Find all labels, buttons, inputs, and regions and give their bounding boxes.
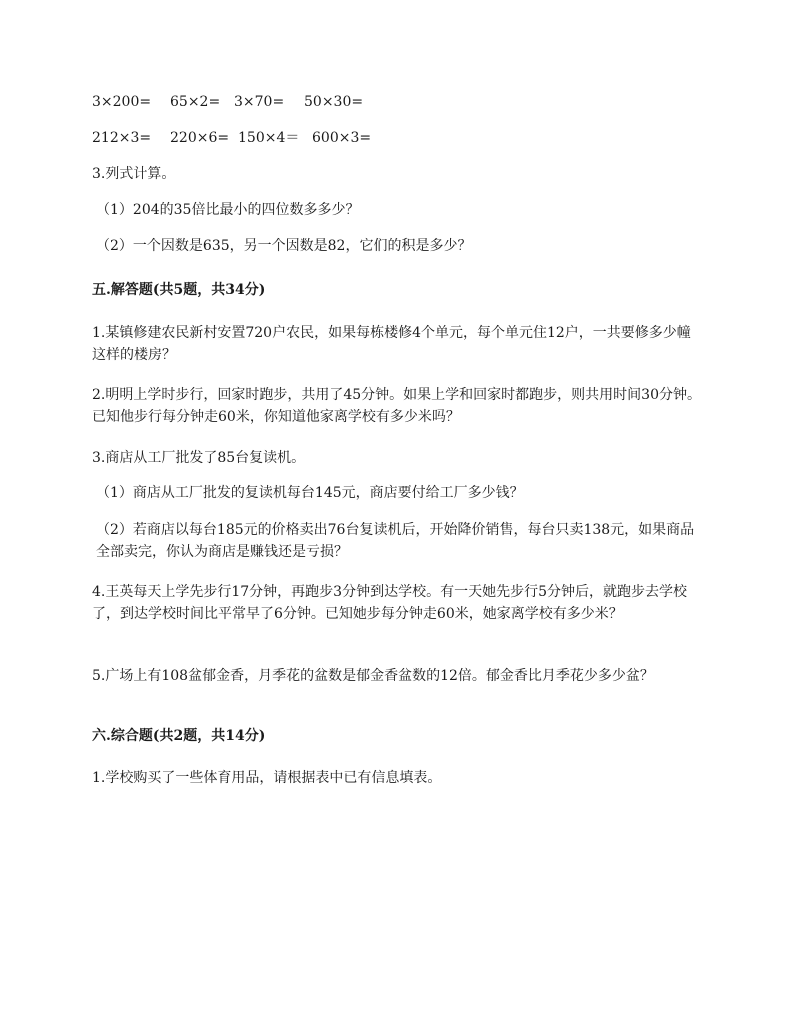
calc-item: 3×70=	[234, 94, 285, 110]
question-text: 1.学校购买了一些体育用品，请根据表中已有信息填表。	[92, 770, 442, 786]
question-text: 2.明明上学时步行，回家时跑步，共用了45分钟。如果上学和回家时都跑步，则共用时间30分钟。已知他步行每分钟走60米，你知道他家离学校有多少米吗？	[92, 387, 701, 425]
calc-row-1	[92, 90, 712, 114]
section-heading: 五.解答题(共5题，共34分)	[92, 282, 266, 298]
question-text: 1.某镇修建农民新村安置720户农民，如果每栋楼修4个单元，每个单元住12户，一共要修多少幢这样的楼房？	[92, 325, 691, 363]
sub-question: （2）若商店以每台185元的价格卖出76台复读机后，开始降价销售，每台只卖138元，如果商品全部卖完，你认为商店是赚钱还是亏损？	[96, 522, 695, 560]
calc-item: 65×2=	[170, 94, 221, 110]
calc-item: 600×3=	[312, 130, 372, 146]
sub-question: （1）商店从工厂批发的复读机每台145元，商店要付给工厂多少钱？	[96, 485, 524, 501]
question-title: 3.商店从工厂批发了85台复读机。	[92, 450, 306, 466]
calc-item: 50×30=	[304, 94, 364, 110]
calc-row-2	[92, 126, 712, 150]
calc-item: 220×6=	[170, 130, 230, 146]
section-heading: 六.综合题(共2题，共14分)	[92, 728, 266, 744]
calc-item: 3×200=	[92, 94, 152, 110]
question-text: 4.王英每天上学先步行17分钟，再跑步3分钟到达学校。有一天她先步行5分钟后，就跑步去学校了，到达学校时间比平常早了6分钟。已知她步每分钟走60米，她家离学校有多少米？	[92, 584, 687, 622]
calc-item: 212×3=	[92, 130, 152, 146]
question-title: 3.列式计算。	[92, 166, 176, 182]
sub-question: （2）一个因数是635，另一个因数是82，它们的积是多少？	[96, 238, 472, 254]
sub-question: （1）204的35倍比最小的四位数多多少？	[96, 202, 360, 218]
question-text: 5.广场上有108盆郁金香，月季花的盆数是郁金香盆数的12倍。郁金香比月季花少多少盆？	[92, 668, 654, 684]
calc-item: 150×4＝	[238, 130, 300, 146]
